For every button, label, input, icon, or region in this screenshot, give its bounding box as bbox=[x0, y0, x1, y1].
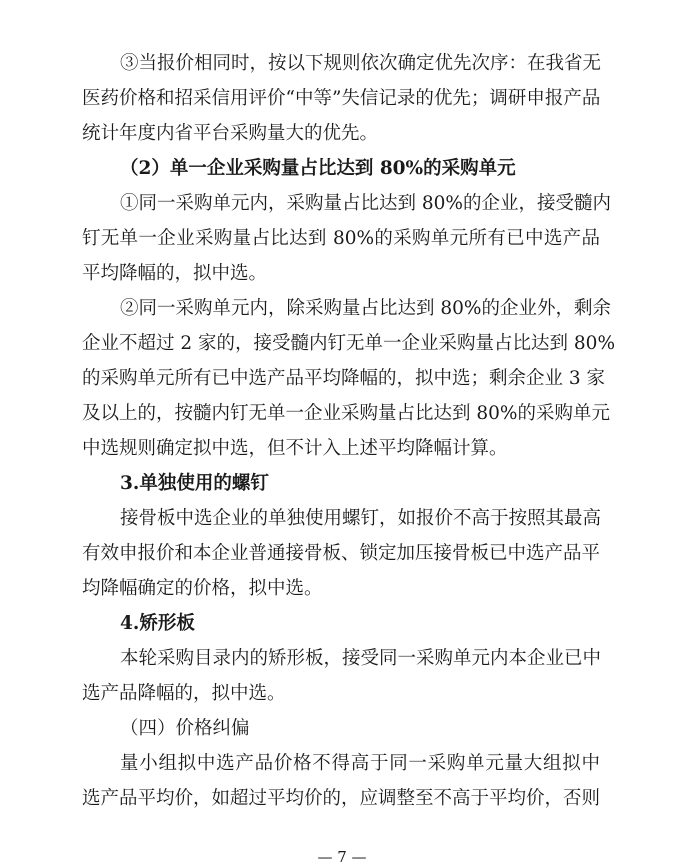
page-number: — 7 — bbox=[317, 848, 367, 866]
section-heading: 3.单独使用的螺钉 bbox=[120, 473, 269, 494]
paragraph-line: 及以上的，按髓内钉无单一企业采购量占比达到 80%的采购单元 bbox=[82, 403, 611, 424]
paragraph-line: ①同一采购单元内，采购量占比达到 80%的企业，接受髓内 bbox=[120, 193, 612, 214]
section-heading: （2）单一企业采购量占比达到 80%的采购单元 bbox=[120, 158, 516, 179]
paragraph-line: ③当报价相同时，按以下规则依次确定优先次序：在我省无 bbox=[120, 53, 602, 74]
paragraph-line: 均降幅确定的价格，拟中选。 bbox=[82, 578, 323, 599]
paragraph-line: 有效申报价和本企业普通接骨板、锁定加压接骨板已中选产品平 bbox=[82, 543, 601, 564]
paragraph-line: 企业不超过 2 家的，接受髓内钉无单一企业采购量占比达到 80% bbox=[82, 333, 616, 354]
paragraph-line: 统计年度内省平台采购量大的优先。 bbox=[82, 123, 379, 144]
section-heading: （四）价格纠偏 bbox=[120, 718, 250, 739]
paragraph-line: ②同一采购单元内，除采购量占比达到 80%的企业外，剩余 bbox=[120, 298, 612, 319]
paragraph-line: 选产品平均价，如超过平均价的，应调整至不高于平均价，否则 bbox=[82, 788, 601, 809]
section-heading: 4.矫形板 bbox=[120, 613, 195, 634]
paragraph-line: 选产品降幅的，拟中选。 bbox=[82, 683, 286, 704]
paragraph-line: 平均降幅的，拟中选。 bbox=[82, 263, 268, 284]
paragraph-line: 医药价格和招采信用评价“中等”失信记录的优先；调研申报产品 bbox=[82, 88, 601, 109]
paragraph-line: 量小组拟中选产品价格不得高于同一采购单元量大组拟中 bbox=[120, 753, 600, 774]
paragraph-line: 接骨板中选企业的单独使用螺钉，如报价不高于按照其最高 bbox=[120, 508, 602, 529]
paragraph-line: 的采购单元所有已中选产品平均降幅的，拟中选；剩余企业 3 家 bbox=[82, 368, 606, 389]
paragraph-line: 本轮采购目录内的矫形板，接受同一采购单元内本企业已中 bbox=[120, 648, 602, 669]
paragraph-line: 钉无单一企业采购量占比达到 80%的采购单元所有已中选产品 bbox=[82, 228, 600, 249]
paragraph-line: 中选规则确定拟中选，但不计入上述平均降幅计算。 bbox=[82, 438, 508, 459]
